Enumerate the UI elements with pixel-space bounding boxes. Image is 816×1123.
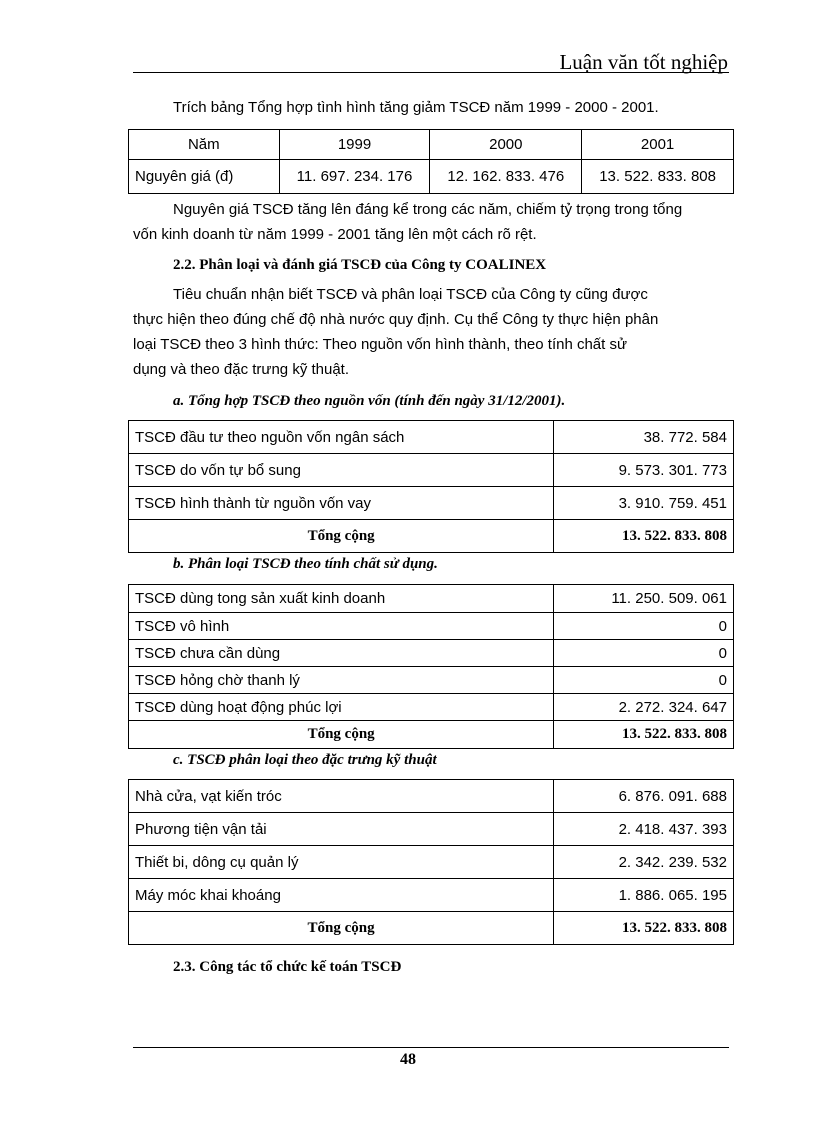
table-row [129, 780, 734, 813]
page-number: 48 [400, 1051, 416, 1068]
row-value: 38. 772. 584 [554, 421, 734, 454]
row-label: Máy móc khai khoáng [129, 879, 554, 912]
years-row-value: 11. 697. 234. 176 [279, 160, 430, 194]
row-label: TSCĐ chưa cần dùng [129, 640, 554, 667]
years-header-cell: 2000 [430, 130, 582, 160]
usage-table [128, 584, 734, 749]
row-label: TSCĐ đầu tư theo nguồn vốn ngân sách [129, 421, 554, 454]
row-label: TSCĐ hình thành từ nguồn vốn vay [129, 487, 554, 520]
total-row [129, 721, 734, 749]
row-value: 2. 342. 239. 532 [554, 846, 734, 879]
paragraph-2 [133, 282, 728, 382]
paragraph-2-line [133, 282, 728, 307]
years-table-header [129, 130, 734, 160]
years-header-cell: 1999 [279, 130, 430, 160]
technical-table [128, 779, 734, 945]
intro-text [133, 95, 728, 120]
row-value: 1. 886. 065. 195 [554, 879, 734, 912]
header-title: Luận văn tốt nghiệp [559, 50, 728, 74]
section-2-3-heading: 2.3. Công tác tổ chức kế toán TSCĐ [173, 959, 402, 975]
row-label: TSCĐ dùng hoạt động phúc lợi [129, 694, 554, 721]
total-value: 13. 522. 833. 808 [554, 520, 734, 553]
row-value: 2. 418. 437. 393 [554, 813, 734, 846]
paragraph-2-line: dụng và theo đặc trưng kỹ thuật. [133, 361, 350, 378]
section-2-2-heading: 2.2. Phân loại và đánh giá TSCĐ của Công ty COALINEX [173, 257, 547, 273]
table-row [129, 640, 734, 667]
section-b-heading: b. Phân loại TSCĐ theo tính chất sử dụng. [173, 556, 438, 572]
table-row [129, 421, 734, 454]
years-row-value: 13. 522. 833. 808 [582, 160, 734, 194]
row-label: TSCĐ dùng tong sản xuất kinh doanh [129, 585, 554, 613]
row-value: 0 [554, 667, 734, 694]
paragraph-2-line: thực hiện theo đúng chế độ nhà nước quy định. Cụ thể Công ty thực hiện phân [133, 311, 659, 328]
table-row [129, 879, 734, 912]
row-value: 0 [554, 613, 734, 640]
total-row [129, 520, 734, 553]
paragraph-2-line-text: Tiêu chuẩn nhận biết TSCĐ và phân loại TSCĐ của Công ty cũng được [173, 286, 648, 303]
paragraph-1-line [133, 197, 728, 222]
table-row [129, 846, 734, 879]
total-label: Tổng cộng [129, 912, 554, 945]
row-value: 6. 876. 091. 688 [554, 780, 734, 813]
row-label: TSCĐ do vốn tự bổ sung [129, 454, 554, 487]
paragraph-1 [133, 197, 728, 247]
row-value: 3. 910. 759. 451 [554, 487, 734, 520]
table-row [129, 613, 734, 640]
row-value: 0 [554, 640, 734, 667]
paragraph-2-line: loại TSCĐ theo 3 hình thức: Theo nguồn vốn hình thành, theo tính chất sử [133, 336, 628, 353]
table-row [129, 813, 734, 846]
years-header-cell: Năm [129, 130, 280, 160]
capital-source-table [128, 420, 734, 553]
total-row [129, 912, 734, 945]
table-row [129, 694, 734, 721]
paragraph-1-line-text: Nguyên giá TSCĐ tăng lên đáng kể trong các năm, chiếm tỷ trọng trong tổng [173, 201, 683, 218]
total-label: Tổng cộng [129, 520, 554, 553]
row-label: Nhà cửa, vạt kiến tróc [129, 780, 554, 813]
row-label: TSCĐ vô hình [129, 613, 554, 640]
intro-line: Trích bảng Tổng hợp tình hình tăng giảm TSCĐ năm 1999 - 2000 - 2001. [173, 99, 659, 116]
row-label: TSCĐ hỏng chờ thanh lý [129, 667, 554, 694]
years-table [128, 129, 734, 194]
table-row [129, 667, 734, 694]
row-value: 9. 573. 301. 773 [554, 454, 734, 487]
table-row [129, 454, 734, 487]
section-a-heading: a. Tổng hợp TSCĐ theo nguồn vốn (tính đến ngày 31/12/2001). [173, 393, 566, 409]
total-label: Tổng cộng [129, 721, 554, 749]
row-value: 2. 272. 324. 647 [554, 694, 734, 721]
years-row-label: Nguyên giá (đ) [129, 160, 280, 194]
footer-divider [133, 1047, 729, 1048]
row-label: Phương tiện vận tải [129, 813, 554, 846]
row-label: Thiết bi, dông cụ quản lý [129, 846, 554, 879]
paragraph-1-line: vốn kinh doanh từ năm 1999 - 2001 tăng lên một cách rõ rệt. [133, 226, 537, 243]
years-header-cell: 2001 [582, 130, 734, 160]
table-row [129, 585, 734, 613]
section-c-heading: c. TSCĐ phân loại theo đặc trưng kỹ thuật [173, 752, 437, 768]
table-row [129, 487, 734, 520]
row-value: 11. 250. 509. 061 [554, 585, 734, 613]
header-divider [133, 72, 729, 73]
years-table-row [129, 160, 734, 194]
years-row-value: 12. 162. 833. 476 [430, 160, 582, 194]
total-value: 13. 522. 833. 808 [554, 721, 734, 749]
total-value: 13. 522. 833. 808 [554, 912, 734, 945]
